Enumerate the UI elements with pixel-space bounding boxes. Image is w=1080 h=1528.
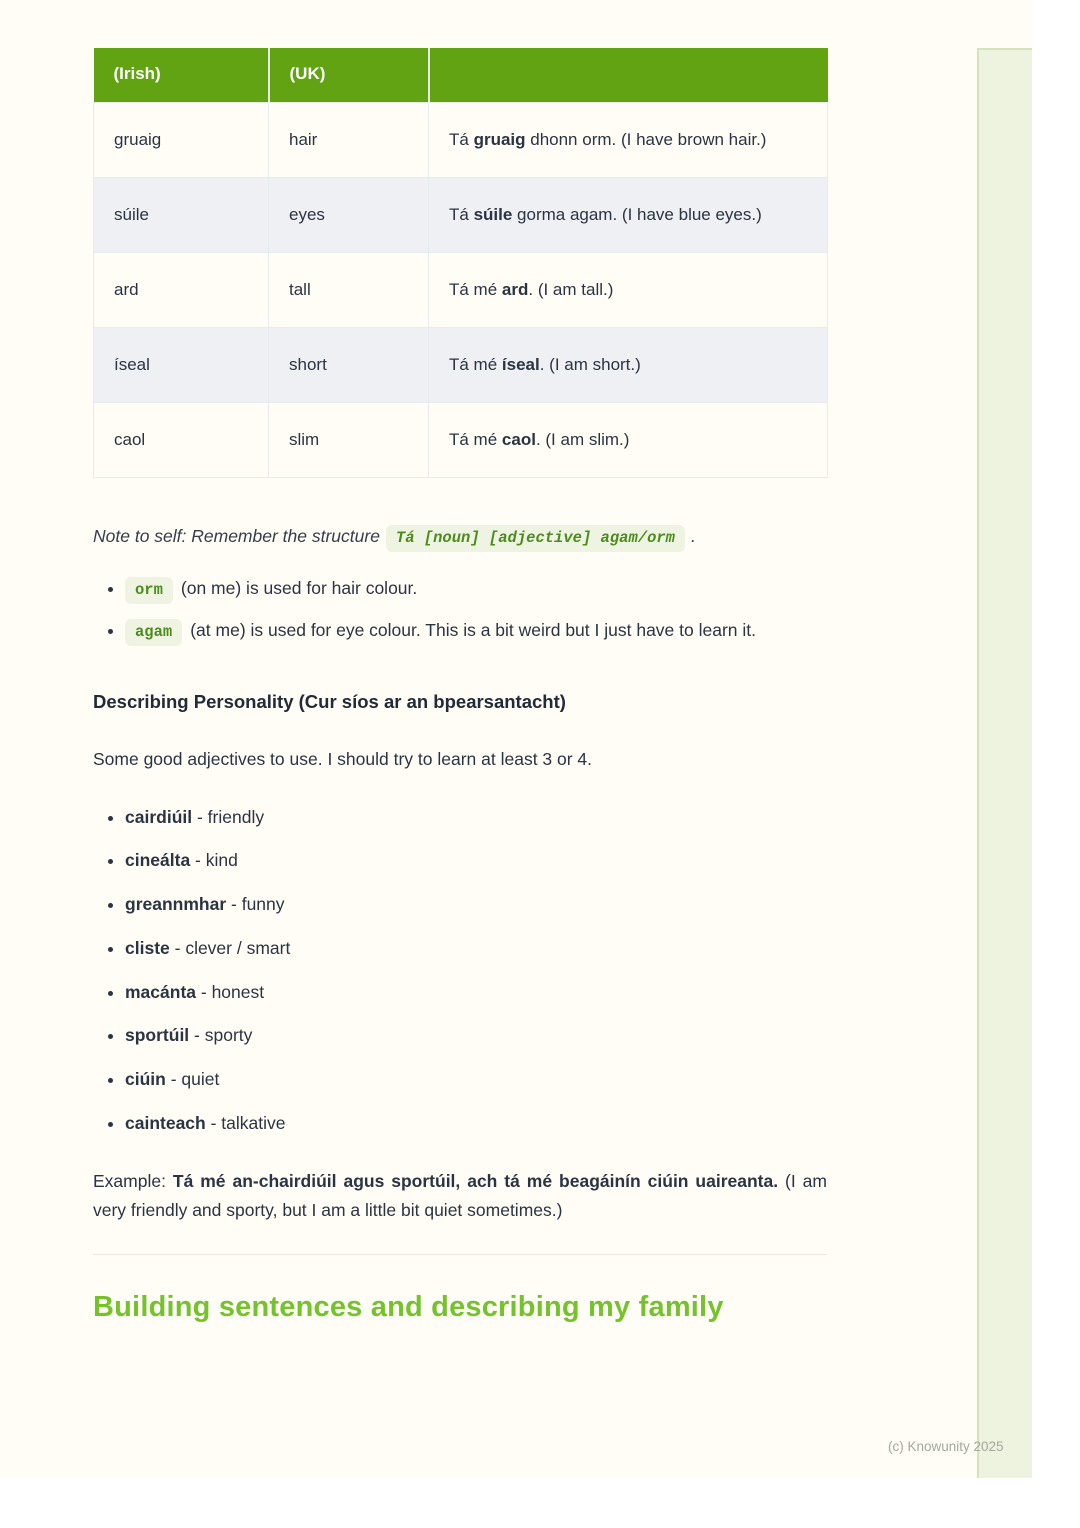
adjectives-intro: Some good adjectives to use. I should try to learn at least 3 or 4. bbox=[93, 748, 593, 769]
list-item: • agam (at me) is used for eye colour. This is a bit weird but I just have to learn it. bbox=[125, 616, 827, 646]
table-header-row bbox=[94, 48, 828, 102]
note-content bbox=[93, 48, 827, 1332]
cell-irish: gruaig bbox=[94, 102, 269, 177]
cell-example: Tá gruaig dhonn orm. (I have brown hair.) bbox=[429, 102, 828, 177]
cell-uk: slim bbox=[269, 402, 429, 477]
copyright-footer: (c) Knowunity 2025 bbox=[888, 1439, 1004, 1454]
note-to-self bbox=[93, 522, 827, 552]
example-sentence: Example: Tá mé an-chairdiúil agus sportúil, ach tá mé beagáinín ciúin uaireanta. (I am very friendly and sporty, but I am a little bit quiet sometimes.) bbox=[93, 1170, 827, 1221]
cell-example: Tá súile gorma agam. (I have blue eyes.) bbox=[429, 177, 828, 252]
list-item: • greannmhar - funny bbox=[125, 890, 827, 920]
list-item: • macánta - honest bbox=[125, 978, 827, 1008]
note-text: Note to self: Remember the structure bbox=[93, 525, 380, 546]
table-row bbox=[94, 252, 828, 327]
list-item: • cairdiúil - friendly bbox=[125, 803, 827, 833]
vocab-table bbox=[93, 48, 828, 478]
cell-irish: caol bbox=[94, 402, 269, 477]
structure-code-chip: Tá [noun] [adjective] agam/orm bbox=[386, 525, 685, 552]
list-item: • orm (on me) is used for hair colour. bbox=[125, 574, 827, 604]
cell-uk: short bbox=[269, 327, 429, 402]
list-item: • cainteach - talkative bbox=[125, 1109, 827, 1139]
table-header-irish: (Irish) bbox=[94, 48, 269, 102]
table-row bbox=[94, 402, 828, 477]
table-row bbox=[94, 177, 828, 252]
cell-irish: súile bbox=[94, 177, 269, 252]
orm-code-chip: orm bbox=[125, 577, 173, 604]
cell-example: Tá mé íseal. (I am short.) bbox=[429, 327, 828, 402]
note-period: . bbox=[690, 525, 696, 546]
usage-bullet-list bbox=[93, 574, 827, 646]
cell-example: Tá mé caol. (I am slim.) bbox=[429, 402, 828, 477]
table-row bbox=[94, 102, 828, 177]
list-item: • cineálta - kind bbox=[125, 846, 827, 876]
cell-irish: ard bbox=[94, 252, 269, 327]
list-item: • sportúil - sporty bbox=[125, 1021, 827, 1051]
table-row bbox=[94, 327, 828, 402]
section-divider bbox=[93, 1254, 827, 1255]
list-item: • ciúin - quiet bbox=[125, 1065, 827, 1095]
adjectives-list bbox=[93, 803, 827, 1139]
personality-heading: Describing Personality (Cur síos ar an bpearsantacht) bbox=[93, 690, 566, 712]
side-band-decoration bbox=[977, 48, 1032, 1478]
cell-example: Tá mé ard. (I am tall.) bbox=[429, 252, 828, 327]
cell-uk: tall bbox=[269, 252, 429, 327]
table-header-example bbox=[429, 48, 828, 102]
table-header-uk: (UK) bbox=[269, 48, 429, 102]
cell-uk: hair bbox=[269, 102, 429, 177]
agam-code-chip: agam bbox=[125, 619, 182, 646]
list-item: • cliste - clever / smart bbox=[125, 934, 827, 964]
section-heading: Building sentences and describing my family bbox=[93, 1291, 724, 1324]
cell-uk: eyes bbox=[269, 177, 429, 252]
cell-irish: íseal bbox=[94, 327, 269, 402]
